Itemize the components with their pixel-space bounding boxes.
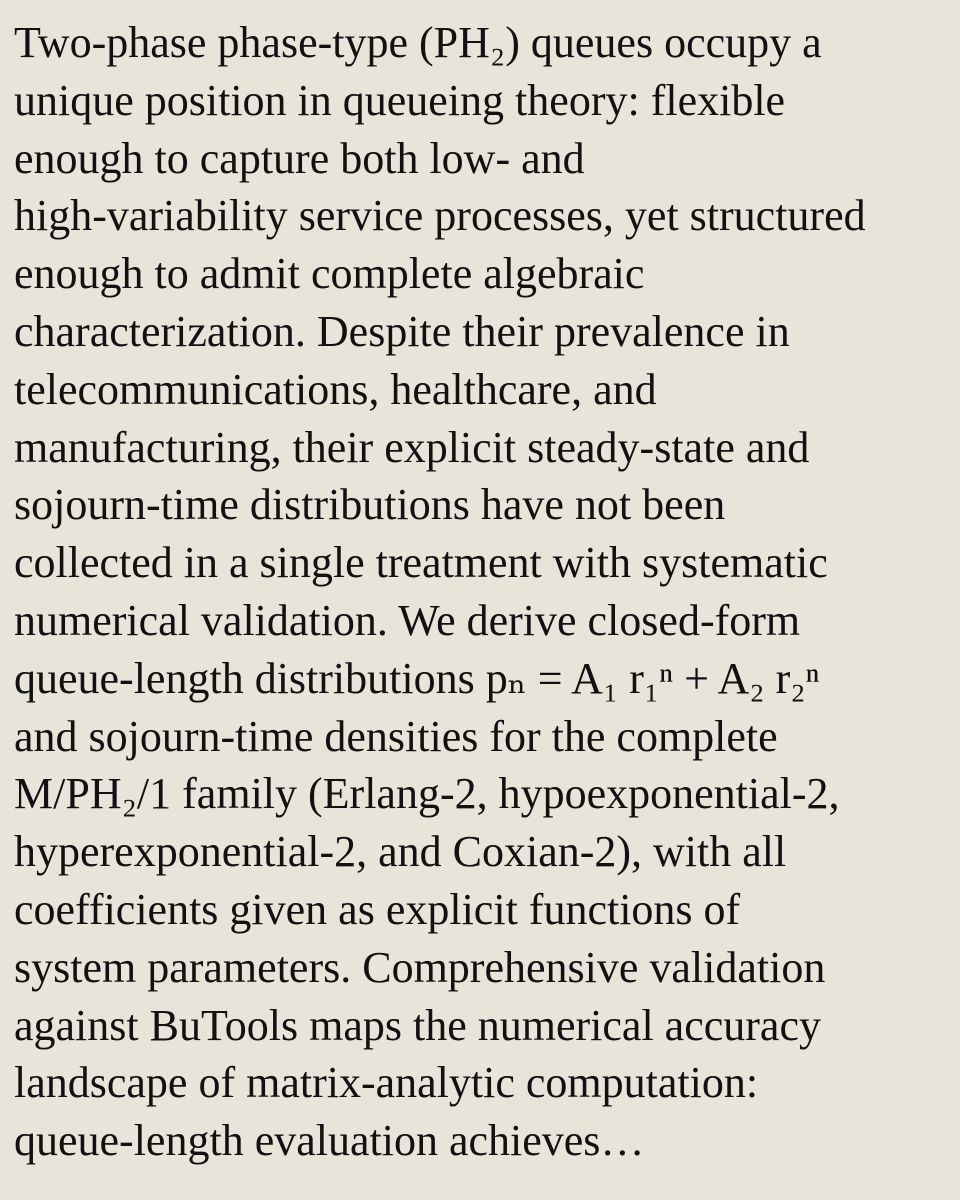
abstract-line: telecommunications, healthcare, and xyxy=(14,364,657,414)
abstract-line: enough to admit complete algebraic xyxy=(14,249,645,299)
abstract-line: manufacturing, their explicit steady-state and xyxy=(14,422,810,472)
abstract-line: M/PH₂/1 family (Erlang-2, hypoexponential-2, xyxy=(14,769,840,819)
abstract-line: collected in a single treatment with systematic xyxy=(14,538,828,588)
abstract-line: enough to capture both low- and xyxy=(14,133,585,183)
abstract-line: queue-length distributions pₙ = A₁ r₁ⁿ + A₂ r₂ⁿ xyxy=(14,653,820,703)
abstract-line: queue-length evaluation achieves… xyxy=(14,1116,645,1166)
abstract-line: high-variability service processes, yet structured xyxy=(14,191,866,241)
abstract-line: and sojourn-time densities for the complete xyxy=(14,711,778,761)
abstract-text xyxy=(14,14,954,1170)
abstract-line: characterization. Despite their prevalence in xyxy=(14,306,790,356)
abstract-line: coefficients given as explicit functions of xyxy=(14,884,741,934)
abstract-line: hyperexponential-2, and Coxian-2), with all xyxy=(14,827,787,877)
abstract-line: unique position in queueing theory: flexible xyxy=(14,75,786,125)
abstract-line: sojourn-time distributions have not been xyxy=(14,480,726,530)
abstract-line: Two-phase phase-type (PH₂) queues occupy a xyxy=(14,18,822,67)
abstract-line: landscape of matrix-analytic computation: xyxy=(14,1058,759,1108)
abstract-line: system parameters. Comprehensive validation xyxy=(14,942,826,992)
abstract-line: against BuTools maps the numerical accuracy xyxy=(14,1000,821,1050)
abstract-line: numerical validation. We derive closed-form xyxy=(14,595,801,645)
